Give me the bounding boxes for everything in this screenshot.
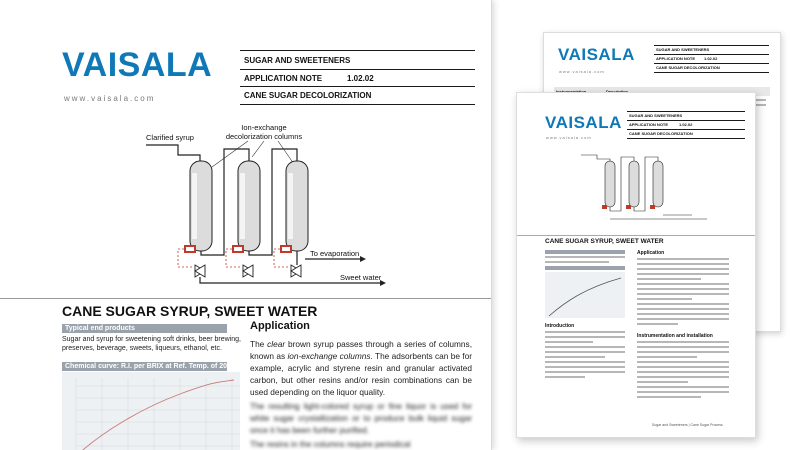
valve-3: [291, 265, 301, 277]
header-rule-1: [240, 69, 475, 70]
front-header-note-number: 1.02.02: [679, 122, 693, 127]
typical-end-products-heading: Typical end products: [62, 324, 227, 333]
front-header-rule-2: [627, 129, 745, 130]
refractometer-1: [184, 245, 196, 253]
front-title-rule: [517, 235, 756, 236]
front-header-note-label: APPLICATION NOTE: [629, 122, 669, 127]
typical-end-products-text: Sugar and syrup for sweetening soft drinks, beer brewing, preserves, beverage, sweets, liqueurs, ethanol, etc.: [62, 336, 241, 353]
front-application-heading: Application: [637, 250, 665, 256]
front-header-rule-bottom: [627, 138, 745, 139]
header-rule-2: [240, 86, 475, 87]
back-header-category: SUGAR AND SWEETENERS: [656, 47, 710, 52]
title-rule: [0, 298, 492, 299]
chemical-curve-heading: Chemical curve: R.I. per BRIX at Ref. Temp. of 20 C: [62, 362, 227, 371]
application-paragraph-2: The resulting light-colored syrup or fine liquor is used for white sugar crystallization or to produce bulk liquid sugar once it has been further purified.: [250, 401, 472, 436]
front-footer: Sugar and Sweeteners | Cane Sugar Process: [652, 423, 723, 427]
website-url-back: www.vaisala.com: [559, 69, 605, 74]
front-introduction-text: [545, 331, 625, 381]
refractometer-3: [280, 245, 292, 253]
process-diagram: [0, 115, 492, 295]
back-header-note-number: 1.02.02: [704, 56, 718, 61]
valve-2: [243, 265, 253, 277]
front-introduction-heading: Introduction: [545, 323, 575, 329]
website-url-front: www.vaisala.com: [546, 135, 592, 140]
front-chart: [545, 272, 625, 318]
back-header-rule-2: [654, 63, 769, 64]
front-page-title: CANE SUGAR SYRUP, SWEET WATER: [545, 238, 664, 245]
front-header-rule-top: [627, 111, 745, 112]
back-header-note-label: APPLICATION NOTE: [656, 56, 696, 61]
front-page: [516, 92, 756, 438]
front-left-text-1: [545, 256, 625, 266]
label-ion-exchange: Ion-exchange: [241, 123, 287, 132]
vaisala-logo-back: VAISALA: [558, 45, 635, 64]
header-rule-bottom: [240, 104, 475, 105]
ion-exchange-column-3: [286, 161, 308, 251]
front-header-category: SUGAR AND SWEETENERS: [629, 113, 683, 118]
front-band-1: [545, 250, 625, 254]
ion-exchange-column-1: [190, 161, 212, 251]
ion-exchange-column-2: [238, 161, 260, 251]
front-application-text: [637, 258, 729, 328]
label-to-evaporation: To evaporation: [310, 249, 360, 258]
label-sweet-water: Sweet water: [340, 273, 382, 282]
website-url: www.vaisala.com: [64, 94, 156, 103]
application-paragraph-3: The resins in the columns require periodical: [250, 439, 411, 449]
front-instrumentation-heading: Instrumentation and installation: [637, 333, 713, 339]
front-header-rule-1: [627, 120, 745, 121]
label-decolorization-columns: decolorization columns: [225, 132, 303, 141]
header-subject: CANE SUGAR DECOLORIZATION: [244, 91, 372, 100]
front-header-subject: CANE SUGAR DECOLORIZATION: [629, 131, 693, 136]
refractometer-2: [232, 245, 244, 253]
back-header-rule-top: [654, 45, 769, 46]
chemical-curve-chart: [62, 372, 240, 450]
back-header-rule-1: [654, 54, 769, 55]
page-title: CANE SUGAR SYRUP, SWEET WATER: [62, 303, 318, 319]
valve-1: [195, 265, 205, 277]
front-band-2: [545, 266, 625, 270]
application-heading: Application: [250, 320, 310, 332]
back-header-rule-bottom: [654, 72, 769, 73]
front-instrumentation-text: [637, 341, 729, 401]
application-paragraph-1: The clear brown syrup passes through a series of columns, known as ion-exchange columns. The adsorbents can be for example, acrylic and styrene resin and granular activated carbon, but other resins and/or resin combinations can be used depending on the liquor quality.: [250, 339, 472, 398]
front-process-diagram: [517, 145, 756, 230]
header-category: SUGAR AND SWEETENERS: [244, 56, 351, 65]
back-header-subject: CANE SUGAR DECOLORIZATION: [656, 65, 720, 70]
header-rule-top: [240, 50, 475, 51]
header-note-label: APPLICATION NOTE: [244, 74, 323, 83]
header-note-number: 1.02.02: [347, 74, 374, 83]
vaisala-logo: VAISALA: [62, 46, 213, 84]
label-clarified-syrup: Clarified syrup: [146, 133, 194, 142]
vaisala-logo-front: VAISALA: [545, 113, 622, 132]
